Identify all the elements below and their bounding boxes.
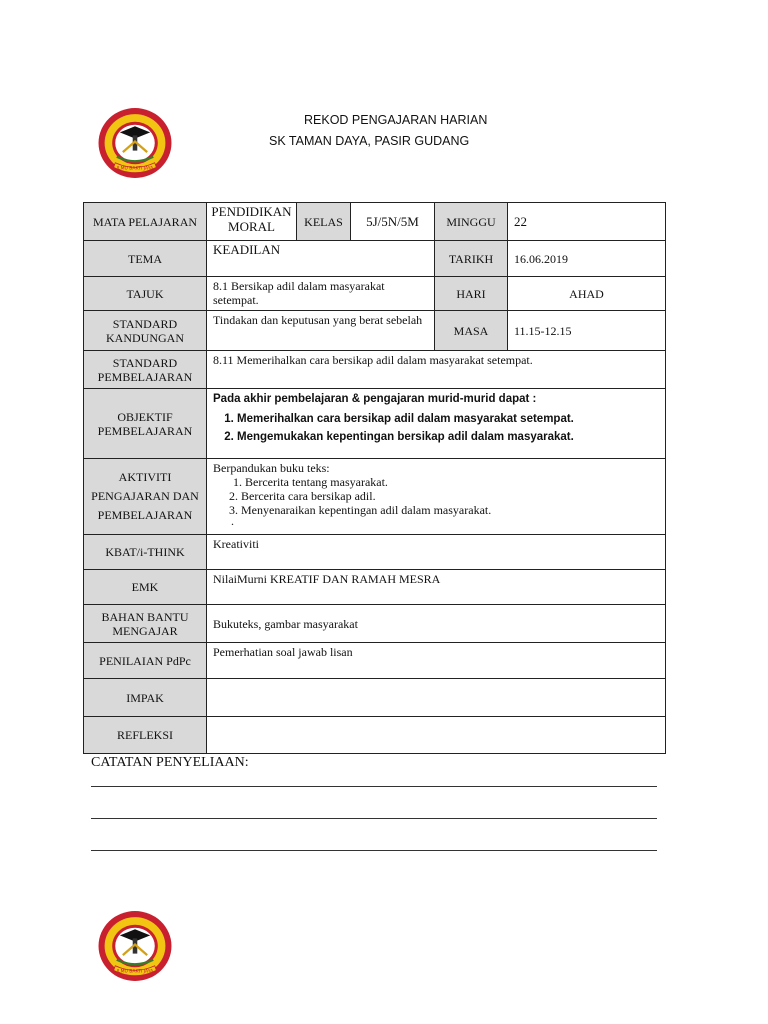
- aktiviti-intro: Berpandukan buku teks:: [213, 461, 330, 475]
- impak-label: IMPAK: [84, 679, 207, 717]
- tema-value: KEADILAN: [207, 241, 435, 277]
- tarikh-label: TARIKH: [435, 241, 508, 277]
- emk-label: EMK: [84, 570, 207, 605]
- minggu-value: 22: [508, 203, 666, 241]
- objektif-label: OBJEKTIF PEMBELAJARAN: [84, 389, 207, 459]
- school-name: SK TAMAN DAYA, PASIR GUDANG: [269, 134, 470, 148]
- kelas-value: 5J/5N/5M: [351, 203, 435, 241]
- table-row: [84, 570, 666, 605]
- standard-kandungan-label: STANDARD KANDUNGAN: [84, 311, 207, 351]
- list-item: 1. Bercerita tentang masyarakat.: [233, 475, 388, 489]
- list-item: 3. Menyenaraikan kepentingan adil dalam masyarakat.: [229, 503, 492, 517]
- refleksi-value[interactable]: [207, 717, 666, 754]
- objektif-list: [213, 410, 659, 446]
- svg-text:ILMU BAKTI JAYA: ILMU BAKTI JAYA: [116, 166, 154, 172]
- table-row: [84, 643, 666, 679]
- hari-value: AHAD: [508, 277, 666, 311]
- document-title: REKOD PENGAJARAN HARIAN: [304, 113, 488, 127]
- catatan-penyeliaan-label: CATATAN PENYELIAAN:: [91, 755, 249, 770]
- objektif-value: [207, 389, 666, 459]
- list-item: .: [231, 514, 234, 528]
- standard-pembelajaran-label: STANDARD PEMBELAJARAN: [84, 351, 207, 389]
- masa-label: MASA: [435, 311, 508, 351]
- minggu-label: MINGGU: [435, 203, 508, 241]
- table-row: [84, 351, 666, 389]
- tarikh-value: 16.06.2019: [508, 241, 666, 277]
- table-row: [84, 459, 666, 535]
- list-item: 1. Memerihalkan cara bersikap adil dalam masyarakat setempat.: [237, 410, 659, 428]
- table-row: [84, 277, 666, 311]
- emk-value: NilaiMurni KREATIF DAN RAMAH MESRA: [207, 570, 666, 605]
- bahan-bantu-value: Bukuteks, gambar masyarakat: [207, 605, 666, 643]
- table-row: [84, 535, 666, 570]
- tema-label: TEMA: [84, 241, 207, 277]
- penilaian-value: Pemerhatian soal jawab lisan: [207, 643, 666, 679]
- table-row: [84, 203, 666, 241]
- school-logo-top: [97, 105, 173, 181]
- objektif-intro: Pada akhir pembelajaran & pengajaran murid-murid dapat :: [213, 393, 537, 405]
- table-row: [84, 389, 666, 459]
- tajuk-label: TAJUK: [84, 277, 207, 311]
- school-logo-bottom: [97, 908, 173, 984]
- standard-pembelajaran-value: 8.11 Memerihalkan cara bersikap adil dalam masyarakat setempat.: [207, 351, 666, 389]
- hari-label: HARI: [435, 277, 508, 311]
- bahan-bantu-label: BAHAN BANTU MENGAJAR: [84, 605, 207, 643]
- mata-pelajaran-value: PENDIDIKAN MORAL: [207, 203, 297, 241]
- standard-kandungan-value: Tindakan dan keputusan yang berat sebelah: [207, 311, 435, 351]
- tajuk-value: 8.1 Bersikap adil dalam masyarakat setempat.: [207, 277, 435, 311]
- impak-value[interactable]: [207, 679, 666, 717]
- refleksi-label: REFLEKSI: [84, 717, 207, 754]
- table-row: [84, 679, 666, 717]
- penilaian-label: PENILAIAN PdPc: [84, 643, 207, 679]
- table-row: [84, 311, 666, 351]
- catatan-line[interactable]: [91, 818, 657, 819]
- kelas-label: KELAS: [297, 203, 351, 241]
- aktiviti-value: [207, 459, 666, 535]
- catatan-line[interactable]: [91, 786, 657, 787]
- list-item: 2. Bercerita cara bersikap adil.: [229, 489, 376, 503]
- aktiviti-label: AKTIVITI PENGAJARAN DAN PEMBELAJARAN: [84, 459, 207, 535]
- school-crest-icon: [97, 908, 173, 984]
- table-row: [84, 605, 666, 643]
- kbat-value: Kreativiti: [207, 535, 666, 570]
- kbat-label: KBAT/i-THINK: [84, 535, 207, 570]
- list-item: 2. Mengemukakan kepentingan bersikap adil dalam masyarakat.: [237, 428, 659, 446]
- svg-text:ILMU BAKTI JAYA: ILMU BAKTI JAYA: [116, 969, 154, 975]
- table-row: [84, 717, 666, 754]
- mata-pelajaran-label: MATA PELAJARAN: [84, 203, 207, 241]
- lesson-plan-table: [83, 202, 666, 754]
- table-row: [84, 241, 666, 277]
- masa-value: 11.15-12.15: [508, 311, 666, 351]
- catatan-line[interactable]: [91, 850, 657, 851]
- school-crest-icon: [97, 105, 173, 181]
